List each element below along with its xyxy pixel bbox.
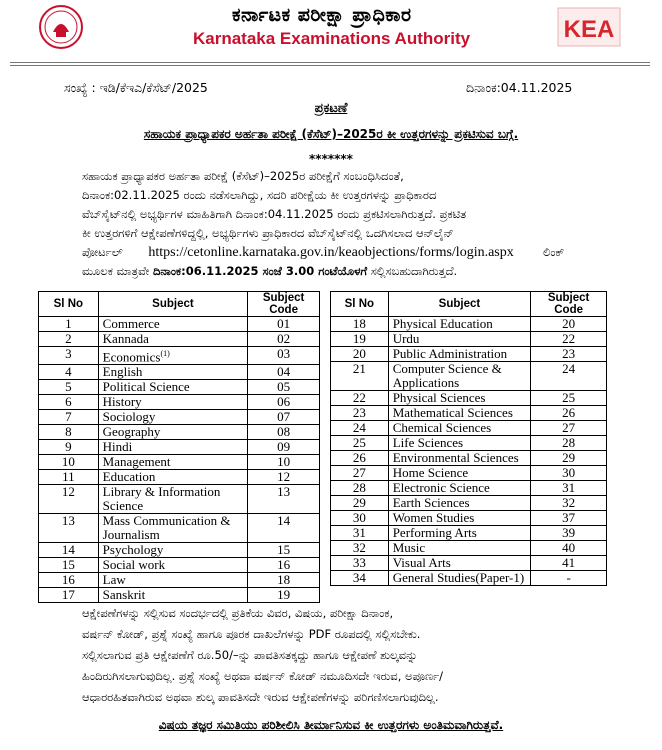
header-divider-2 (10, 65, 650, 66)
subject-cell: Geography (98, 425, 248, 440)
sl-no-cell: 29 (331, 496, 389, 511)
table-row (39, 365, 320, 380)
table-row (39, 425, 320, 440)
sl-no-cell: 33 (331, 556, 389, 571)
sl-no-cell: 28 (331, 481, 389, 496)
sl-no-cell: 17 (39, 588, 99, 603)
subject-cell: General Studies(Paper-1) (388, 571, 531, 586)
table-row (331, 317, 607, 332)
subject-code-cell: 31 (531, 481, 607, 496)
subject-cell: Education (98, 470, 248, 485)
subject-code-cell: 32 (531, 496, 607, 511)
table-row (331, 556, 607, 571)
col-header-subject: Subject (98, 292, 248, 317)
subject-cell: Psychology (98, 543, 248, 558)
table-row (39, 410, 320, 425)
authority-name-kannada: ಕರ್ನಾಟಕ ಪರೀಕ್ಷಾ ಪ್ರಾಧಿಕಾರ (232, 4, 412, 26)
subject-code-cell: 01 (248, 317, 320, 332)
subject-code-cell: 23 (531, 347, 607, 362)
karnataka-emblem-icon (38, 4, 84, 50)
sl-no-cell: 26 (331, 451, 389, 466)
subject-cell: Physical Education (388, 317, 531, 332)
subject-code-cell: 07 (248, 410, 320, 425)
subject-cell: Life Sciences (388, 436, 531, 451)
table-row (39, 573, 320, 588)
link-label: ಲಿಂಕ್ (543, 245, 565, 259)
table-row (331, 541, 607, 556)
subject-cell: Music (388, 541, 531, 556)
subject-code-cell: 20 (531, 317, 607, 332)
subject-code-cell: 04 (248, 365, 320, 380)
subject-code-cell: 41 (531, 556, 607, 571)
subject-code-cell: 14 (248, 514, 320, 543)
subject-cell: Urdu (388, 332, 531, 347)
subject-cell: Performing Arts (388, 526, 531, 541)
sl-no-cell: 9 (39, 440, 99, 455)
subject-cell: Women Studies (388, 511, 531, 526)
table-row (39, 558, 320, 573)
notice-paragraph-1 (82, 167, 587, 281)
sl-no-cell: 25 (331, 436, 389, 451)
table-row (331, 347, 607, 362)
sl-no-cell: 19 (331, 332, 389, 347)
subject-cell: Earth Sciences (388, 496, 531, 511)
table-row (39, 317, 320, 332)
sl-no-cell: 34 (331, 571, 389, 586)
subject-cell: Electronic Science (388, 481, 531, 496)
header-divider (10, 62, 650, 63)
para1-line: ಸಹಾಯಕ ಪ್ರಾಧ್ಯಾಪಕರ ಅರ್ಹತಾ ಪರೀಕ್ಷೆ (ಕೆಸೆಟ್)–2025ರ ಪರೀಕ್ಷೆಗೆ ಸಂಬಂಧಿಸಿದಂತೆ, (82, 169, 404, 183)
table-row (39, 485, 320, 514)
notice-heading: ಪ್ರಕಟಣೆ (314, 101, 348, 116)
table-row (331, 421, 607, 436)
para1-line: ವೆಬ್‌ಸೈಟ್‌ನಲ್ಲಿ ಅಭ್ಯರ್ಥಿಗಳ ಮಾಹಿತಿಗಾಗಿ ದಿನಾಂಕ:04.11.2025 ರಂದು ಪ್ರಕಟಿಸಲಾಗಿರುತ್ತದೆ. ಪ್ರಕಟಿತ (82, 207, 467, 221)
sl-no-cell: 8 (39, 425, 99, 440)
kea-logo (556, 6, 622, 48)
table-row (331, 511, 607, 526)
subject-code-cell: 02 (248, 332, 320, 347)
para1-line: ದಿನಾಂಕ:02.11.2025 ರಂದು ನಡೆಸಲಾಗಿದ್ದು, ಸದರಿ ಪರೀಕ್ಷೆಯ ಕೀ ಉತ್ತರಗಳನ್ನು ಪ್ರಾಧಿಕಾರದ (82, 188, 437, 202)
table-row (39, 455, 320, 470)
notice-subject: ಸಹಾಯಕ ಪ್ರಾಧ್ಯಾಪಕರ ಅರ್ಹತಾ ಪರೀಕ್ಷೆ (ಕೆಸೆಟ್)–2025ರ ಕೀ ಉತ್ತರಗಳನ್ನು ಪ್ರಕಟಿಸುವ ಬಗ್ಗೆ. (143, 127, 519, 141)
sl-no-cell: 6 (39, 395, 99, 410)
notice-date: ದಿನಾಂಕ:04.11.2025 (466, 80, 573, 95)
reference-number: ಸಂಖ್ಯೆ : ಇಡಿ/ಕೆಇಎ/ಕೆಸೆಟ್/2025 (64, 80, 208, 95)
subject-cell: Computer Science & Applications (388, 362, 531, 391)
para2-line: ಸಲ್ಲಿಸಲಾಗುವ ಪ್ರತಿ ಆಕ್ಷೇಪಣೆಗೆ ರೂ.50/–ನ್ನು ಪಾವತಿಸತಕ್ಕದ್ದು ಹಾಗೂ ಆಕ್ಷೇಪಣೆ ಶುಲ್ಕವನ್ನು (82, 648, 418, 662)
subject-code-cell: - (531, 571, 607, 586)
subject-code-cell: 12 (248, 470, 320, 485)
table-row (39, 514, 320, 543)
subject-table-right (330, 291, 607, 586)
table-row (39, 332, 320, 347)
table-row (39, 543, 320, 558)
subject-code-cell: 27 (531, 421, 607, 436)
subject-cell: Economics$^{(1)}$ (98, 347, 248, 365)
separator: ******* (309, 152, 353, 166)
sl-no-cell: 18 (331, 317, 389, 332)
notice-paragraph-2 (82, 603, 592, 708)
sl-no-cell: 3 (39, 347, 99, 365)
subject-cell: English (98, 365, 248, 380)
sl-no-cell: 10 (39, 455, 99, 470)
col-header-code: Subject Code (248, 292, 320, 317)
table-row (331, 466, 607, 481)
subject-code-cell: 37 (531, 511, 607, 526)
table-row (39, 395, 320, 410)
sl-no-cell: 22 (331, 391, 389, 406)
sl-no-cell: 23 (331, 406, 389, 421)
table-row (331, 451, 607, 466)
sl-no-cell: 32 (331, 541, 389, 556)
table-row (39, 380, 320, 395)
sl-no-cell: 4 (39, 365, 99, 380)
subject-cell: Home Science (388, 466, 531, 481)
subject-code-cell: 25 (531, 391, 607, 406)
table-row (331, 481, 607, 496)
subject-cell: Physical Sciences (388, 391, 531, 406)
subject-cell: Management (98, 455, 248, 470)
subject-cell: Chemical Sciences (388, 421, 531, 436)
table-row (331, 391, 607, 406)
subject-cell: Public Administration (388, 347, 531, 362)
table-row (331, 571, 607, 586)
svg-text:KEA: KEA (563, 16, 615, 43)
subject-code-cell: 40 (531, 541, 607, 556)
sl-no-cell: 13 (39, 514, 99, 543)
subject-code-cell: 29 (531, 451, 607, 466)
letterhead (0, 0, 662, 62)
sl-no-cell: 15 (39, 558, 99, 573)
sl-no-cell: 27 (331, 466, 389, 481)
sl-no-cell: 2 (39, 332, 99, 347)
subject-code-cell: 26 (531, 406, 607, 421)
subject-code-cell: 08 (248, 425, 320, 440)
subject-cell: History (98, 395, 248, 410)
subject-cell: Sanskrit (98, 588, 248, 603)
subject-code-cell: 24 (531, 362, 607, 391)
col-header-code: Subject Code (531, 292, 607, 317)
para2-line: ಆಕ್ಷೇಪಣೆಗಳನ್ನು ಸಲ್ಲಿಸುವ ಸಂದರ್ಭದಲ್ಲಿ ಪ್ರತಿಕೆಯ ವಿವರ, ವಿಷಯ, ಪರೀಕ್ಷಾ ದಿನಾಂಕ, (82, 606, 394, 620)
subject-code-cell: 39 (531, 526, 607, 541)
sl-no-cell: 30 (331, 511, 389, 526)
table-row (39, 588, 320, 603)
subject-code-cell: 05 (248, 380, 320, 395)
subject-cell: Library & Information Science (98, 485, 248, 514)
subject-code-cell: 30 (531, 466, 607, 481)
sl-no-cell: 31 (331, 526, 389, 541)
subject-code-cell: 18 (248, 573, 320, 588)
table-row (331, 496, 607, 511)
table-row (331, 406, 607, 421)
subject-cell: Hindi (98, 440, 248, 455)
deadline-suffix: ಸಲ್ಲಿಸಬಹುದಾಗಿರುತ್ತದೆ. (370, 264, 458, 278)
subject-code-cell: 13 (248, 485, 320, 514)
col-header-sl: Sl No (39, 292, 99, 317)
col-header-sl: Sl No (331, 292, 389, 317)
subject-code-cell: 16 (248, 558, 320, 573)
para2-line: ವರ್ಷನ್ ಕೋಡ್, ಪ್ರಶ್ನೆ ಸಂಖ್ಯೆ ಹಾಗೂ ಪೂರಕ ದಾಖಲೆಗಳನ್ನು PDF ರೂಪದಲ್ಲಿ ಸಲ್ಲಿಸಬೇಕು. (82, 627, 421, 641)
table-row (39, 440, 320, 455)
subject-cell: Sociology (98, 410, 248, 425)
table-row (331, 362, 607, 391)
subject-code-cell: 06 (248, 395, 320, 410)
deadline: ದಿನಾಂಕ:06.11.2025 ಸಂಜೆ 3.00 ಗಂಟೆಯೊಳಗೆ (152, 264, 368, 278)
subject-code-cell: 10 (248, 455, 320, 470)
para2-line: ಆಧಾರರಹಿತವಾಗಿರುವ ಅಥವಾ ಶುಲ್ಕ ಪಾವತಿಸದೇ ಇರುವ ಆಕ್ಷೇಪಣೆಗಳನ್ನು ಪರಿಗಣಿಸಲಾಗುವುದಿಲ್ಲ. (82, 690, 439, 704)
sl-no-cell: 5 (39, 380, 99, 395)
sl-no-cell: 16 (39, 573, 99, 588)
subject-code-cell: 28 (531, 436, 607, 451)
para2-line: ಹಿಂದಿರುಗಿಸಲಾಗುವುದಿಲ್ಲ. ಪ್ರಶ್ನೆ ಸಂಖ್ಯೆ ಅಥವಾ ವರ್ಷನ್ ಕೋಡ್ ನಮೂದಿಸದೇ ಇರುವ, ಅಪೂರ್ಣ/ (82, 669, 443, 683)
subject-code-cell: 22 (531, 332, 607, 347)
subject-code-cell: 09 (248, 440, 320, 455)
para1-line (82, 243, 587, 262)
objection-portal-link[interactable]: https://cetonline.karnataka.gov.in/keaobjections/forms/login.aspx (148, 245, 514, 260)
subject-cell: Law (98, 573, 248, 588)
sl-no-cell: 14 (39, 543, 99, 558)
subject-cell: Environmental Sciences (388, 451, 531, 466)
subject-table-left (38, 291, 320, 603)
sl-no-cell: 12 (39, 485, 99, 514)
subject-cell: Mass Communication & Journalism (98, 514, 248, 543)
table-row (331, 436, 607, 451)
subject-cell: Social work (98, 558, 248, 573)
subject-code-cell: 03 (248, 347, 320, 365)
sl-no-cell: 11 (39, 470, 99, 485)
table-row (331, 526, 607, 541)
subject-code-cell: 15 (248, 543, 320, 558)
sl-no-cell: 21 (331, 362, 389, 391)
subject-cell: Political Science (98, 380, 248, 395)
subject-cell: Visual Arts (388, 556, 531, 571)
deadline-prefix: ಮೂಲಕ ಮಾತ್ರವೇ (82, 264, 150, 278)
sl-no-cell: 7 (39, 410, 99, 425)
subject-cell: Commerce (98, 317, 248, 332)
sl-no-cell: 1 (39, 317, 99, 332)
para1-line: ಕೀ ಉತ್ತರಗಳಿಗೆ ಆಕ್ಷೇಪಣೆಗಳಿದ್ದಲ್ಲಿ, ಅಭ್ಯರ್ಥಿಗಳು ಪ್ರಾಧಿಕಾರದ ವೆಬ್‌ಸೈಟ್‌ನಲ್ಲಿ ಒದಗಿಸಲಾದ ಆನ್‌ಲೈನ್ (82, 226, 454, 240)
subject-code-cell: 19 (248, 588, 320, 603)
table-row (39, 347, 320, 365)
sl-no-cell: 24 (331, 421, 389, 436)
subject-cell: Mathematical Sciences (388, 406, 531, 421)
table-row (39, 470, 320, 485)
table-row (331, 332, 607, 347)
final-note: ವಿಷಯ ತಜ್ಞರ ಸಮಿತಿಯು ಪರಿಶೀಲಿಸಿ ತೀರ್ಮಾನಿಸುವ ಕೀ ಉತ್ತರಗಳು ಅಂತಿಮವಾಗಿರುತ್ತವೆ. (158, 718, 504, 732)
subject-cell: Kannada (98, 332, 248, 347)
para1-line (82, 262, 587, 281)
col-header-subject: Subject (388, 292, 531, 317)
sl-no-cell: 20 (331, 347, 389, 362)
authority-name-english: Karnataka Examinations Authority (193, 29, 471, 48)
portal-label: ಪೋರ್ಟಲ್ (82, 245, 123, 259)
